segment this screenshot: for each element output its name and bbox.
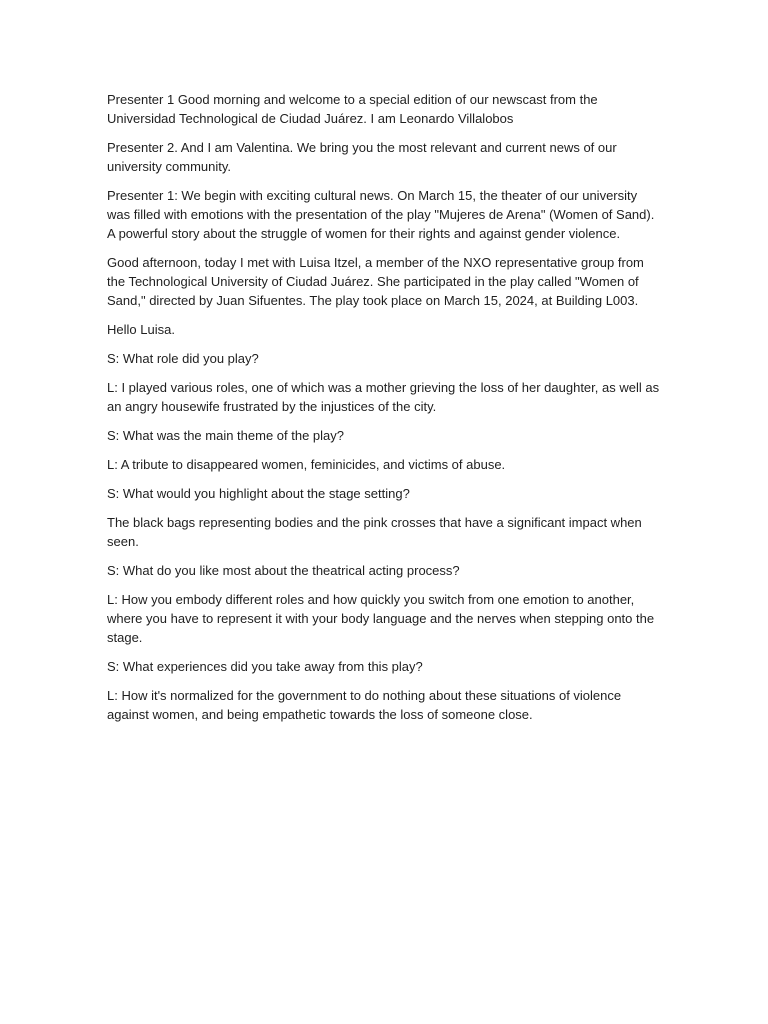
paragraph-greeting: Hello Luisa. [107, 322, 175, 337]
paragraph-answer-acting: L: How you embody different roles and how quickly you switch from one emotion to another, where you have to represent it with your body language and the nerves when stepping onto the stage. [107, 592, 655, 645]
paragraph-answer-role: L: I played various roles, one of which was a mother grieving the loss of her daughter, as well as an angry housewife frustrated by the injustices of the city. [107, 380, 660, 414]
paragraph-presenter1-news: Presenter 1: We begin with exciting cultural news. On March 15, the theater of our university was filled with emotions with the presentation of the play "Mujeres de Arena" (Women of Sand). A powerful story about the struggle of women for their rights and against gender violence. [107, 188, 655, 241]
paragraph-presenter2-intro: Presenter 2. And I am Valentina. We bring you the most relevant and current news of our university community. [107, 140, 617, 174]
paragraph-question-theme: S: What was the main theme of the play? [107, 428, 345, 443]
paragraph-answer-stage: The black bags representing bodies and the pink crosses that have a significant impact when seen. [107, 515, 642, 549]
paragraph-question-acting: S: What do you like most about the theatrical acting process? [107, 563, 460, 578]
paragraph-interview-intro: Good afternoon, today I met with Luisa Itzel, a member of the NXO representative group from the Technological University of Ciudad Juárez. She participated in the play called "Women of Sand," directed by Juan Sifuentes. The play took place on March 15, 2024, at Building L003. [107, 255, 644, 308]
paragraph-question-role: S: What role did you play? [107, 351, 259, 366]
paragraph-presenter1-intro: Presenter 1 Good morning and welcome to a special edition of our newscast from the Universidad Technological de Ciudad Juárez. I am Leonardo Villalobos [107, 92, 598, 126]
paragraph-answer-theme: L: A tribute to disappeared women, feminicides, and victims of abuse. [107, 457, 506, 472]
paragraph-answer-experiences: L: How it's normalized for the government to do nothing about these situations of violence against women, and being empathetic towards the loss of someone close. [107, 688, 622, 722]
document-body [107, 90, 661, 734]
paragraph-question-experiences: S: What experiences did you take away from this play? [107, 659, 423, 674]
paragraph-question-stage: S: What would you highlight about the stage setting? [107, 486, 410, 501]
